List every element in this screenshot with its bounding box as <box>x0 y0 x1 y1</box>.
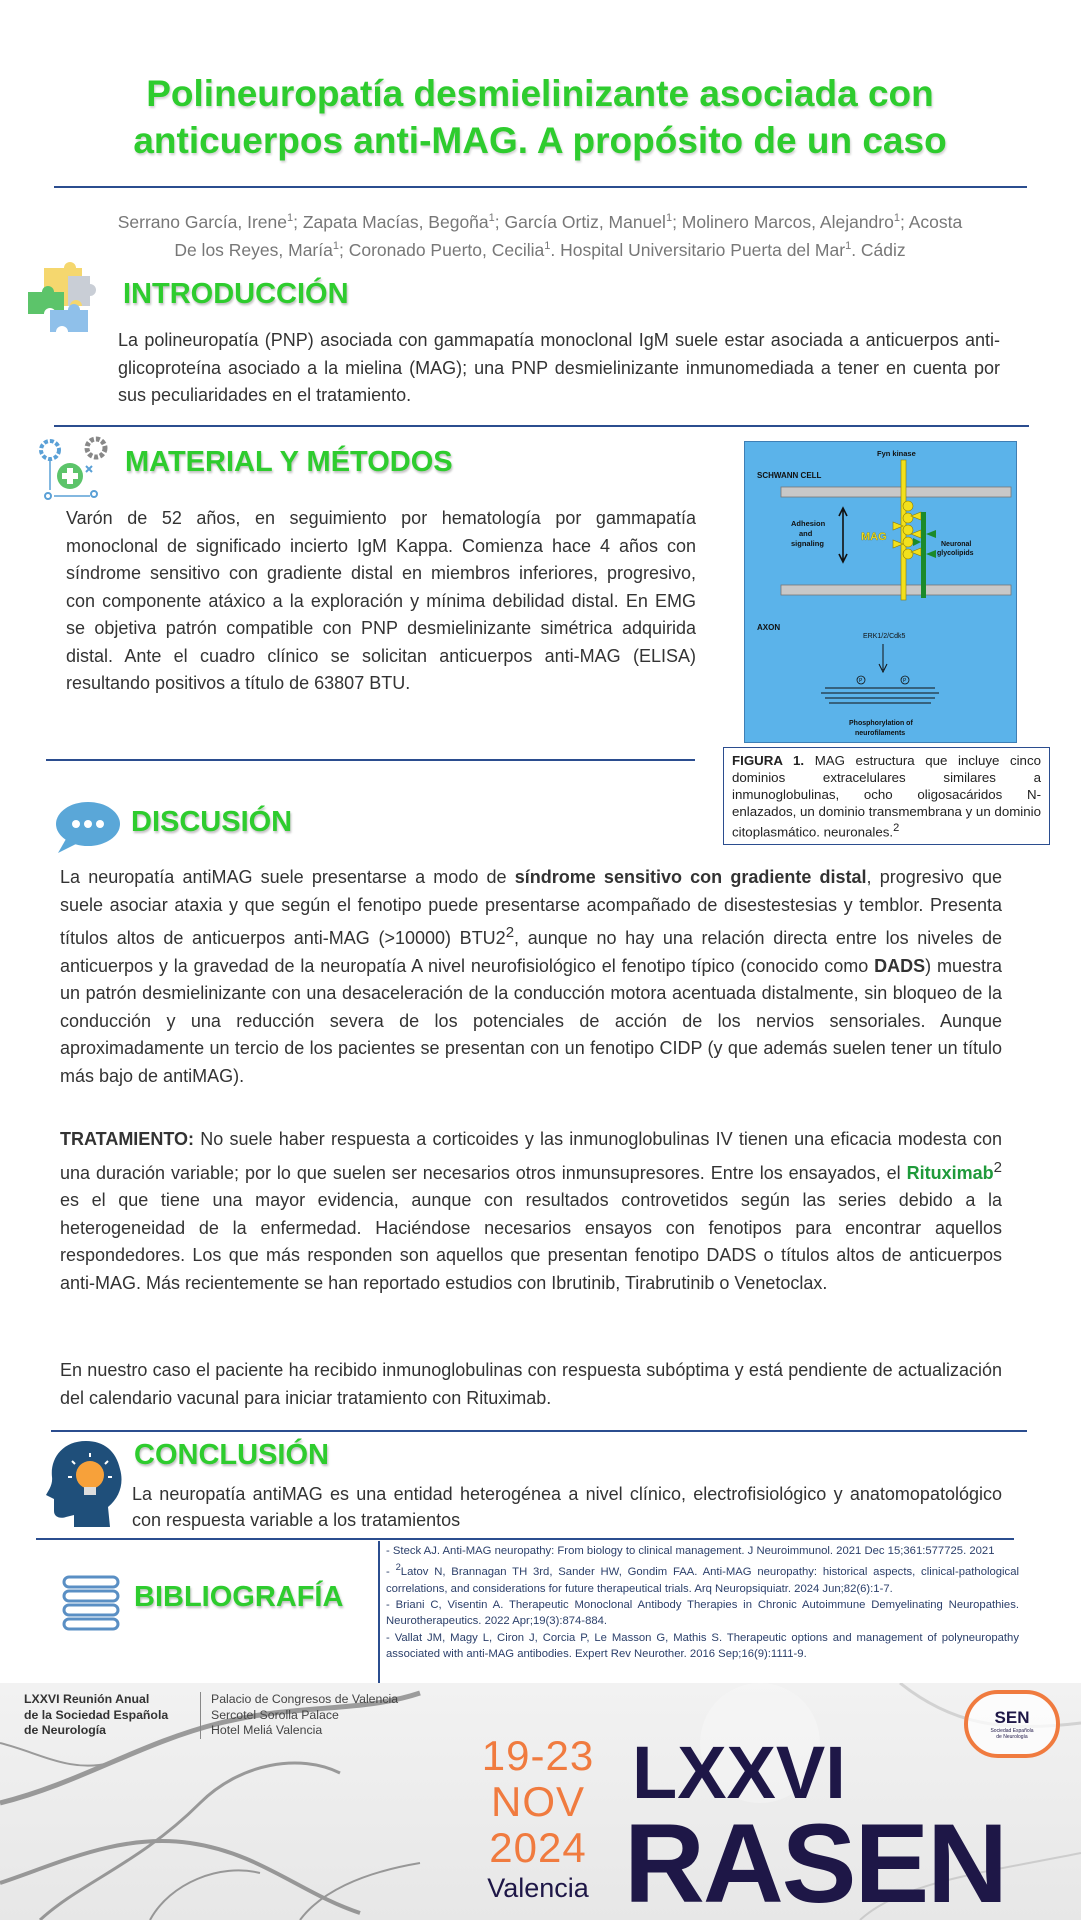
date-range: 19-23 <box>481 1732 595 1779</box>
methods-heading: MATERIAL Y MÉTODOS <box>125 446 453 478</box>
discussion-heading: DISCUSIÓN <box>131 806 293 838</box>
intro-text: La polineuropatía (PNP) asociada con gammapatía monoclonal IgM suele estar asociada a anticuerpos anti-glicoproteína asociado a la mielina (MAG); una PNP desmielinizante inmunomediada a tener en cuenta por sus peculiaridades en el tratamiento. <box>118 330 1000 405</box>
fig-label-neuronal-1: Neuronal <box>941 541 972 548</box>
meeting-line-2: de la Sociedad Española <box>24 1707 169 1722</box>
fig-label-mag: MAG <box>861 531 887 543</box>
bibliography-item: - Steck AJ. Anti-MAG neuropathy: From biology to clinical management. J Neuroimmunol. 2021 Dec 15;361:577725. 2021 <box>386 1545 995 1557</box>
puzzle-icon <box>24 262 112 344</box>
books-icon <box>60 1571 122 1631</box>
intro-heading: INTRODUCCIÓN <box>123 278 349 310</box>
bibliography-list <box>378 1541 1023 1687</box>
fig-label-adhesion-1: Adhesion <box>791 519 826 528</box>
fig-label-erk: ERK1/2/Cdk5 <box>863 633 906 640</box>
sen-logo-text: SEN <box>994 1708 1030 1727</box>
head-lightbulb-icon <box>44 1437 126 1529</box>
bibliography-item: - Briani C, Visentin A. Therapeutic Monoclonal Antibody Therapies in Chronic Autoimmune Demyelinating Neuropathies. Neurotherapeutics. 2022 Apr;19(3):874-884. <box>386 1598 1019 1628</box>
discussion-paragraph-1: La neuropatía antiMAG suele presentarse a modo de síndrome sensitivo con gradiente distal, progresivo que suele asociar ataxia y que según el fenotipo puede presentarse acompañado de disestestesias y temblor. Presenta títulos altos de anticuerpos anti-MAG (>10000) $BTU2^2$, aunque no hay una relación directa entre los niveles de anticuerpos y la gravedad de la neuropatía A nivel neurofisiológico el fenotipo típico (conocido como DADS) muestra un patrón desmielinizante con una desaceleración de la conducción motora acentuada distalmente, sin bloqueo de la conducción y una reducción severa de los potenciales de acción de los nervios sensoriales. Aunque aproximadamente un tercio de los pacientes se presentan con un fenotipo CIDP (y que además suelen tener un título más bajo de antiMAG). <box>60 867 1002 1086</box>
figure-caption <box>723 747 1050 845</box>
bibliography-item: - Vallat JM, Magy L, Ciron J, Corcia P, Le Masson G, Mathis S. Therapeutic options and management of polyneuropathy associated with anti-MAG antibodies. Expert Rev Neurother. 2016 Sep;16(9):1111-9. <box>386 1631 1019 1661</box>
poster-title <box>40 70 1040 164</box>
date-month: NOV <box>490 1778 585 1825</box>
sen-logo-sub-2: de Neurología <box>996 1734 1028 1740</box>
date-year: 2024 <box>489 1824 587 1871</box>
fig-label-adhesion-2: and <box>799 529 813 538</box>
fig-label-phos-2: neurofilaments <box>855 730 906 737</box>
title-line-1: Polineuropatía desmielinizante asociada con <box>146 73 934 114</box>
meeting-line-3: de Neurología <box>24 1723 106 1737</box>
conclusion-text: La neuropatía antiMAG es una entidad heterogénea a nivel clínico, electrofisiológico y anatomopatológico con respuesta variable a los tratamientos <box>132 1484 1002 1530</box>
fig-label-phos-1: Phosphorylation of <box>849 720 913 727</box>
bibliography-item: - $^2$Latov N, Brannagan TH 3rd, Sander HW, Gondim FAA. Anti-MAG neuropathy: historical aspects, clinical-pathological correlations, and considerations for future therapeutical trials. Arq Neuropsiquiatr. 2024 Jun;82(6):1-7. <box>386 1561 1020 1595</box>
venue-line-1: Palacio de Congresos de Valencia <box>211 1692 399 1706</box>
fig-label-neuronal-2: glycolipids <box>937 550 974 557</box>
venue-line-3: Hotel Meliá Valencia <box>211 1723 323 1737</box>
discussion-rule <box>51 1430 1027 1432</box>
authors-block <box>60 206 1020 262</box>
fig-label-p1: P <box>859 678 863 684</box>
authors-line-2: De los Reyes, María$^1$; Coronado Puerto, Cecilia$^1$. Hospital Universitario Puerta del Mar$^1$. Cádiz <box>174 239 906 260</box>
discussion-paragraph-2: TRATAMIENTO: No suele haber respuesta a corticoides y las inmunoglobulinas IV tienen una eficacia modesta con una duración variable; por lo que suelen ser necesarios otros inmunsupresores. Entre los ensayados, el Rituximab$^2$ es el que tiene una mayor evidencia, aunque con resultados controvetidos según las series debido a la heterogeneidad de la enfermedad. Haciéndose necesarios ensayos con fenotipos para encontrar aquellos respondedores. Los que más responden son aquellos que presentan fenotipo DADS o títulos altos de anticuerpos anti-MAG. Más recientemente se han reportado estudios con Ibrutinib, Tirabrutinib o Venetoclax. <box>60 1129 1002 1293</box>
meeting-name <box>24 1692 168 1739</box>
event-city: Valencia <box>487 1873 589 1903</box>
caption-label: FIGURA 1. <box>732 753 805 768</box>
conclusion-rule <box>36 1538 1014 1540</box>
event-dates <box>478 1733 598 1905</box>
event-name: RASEN <box>624 1801 1007 1920</box>
sen-logo-sub-1: Sociedad Española <box>990 1728 1034 1734</box>
venue-list <box>200 1692 398 1739</box>
fig-label-adhesion-3: signaling <box>791 539 824 548</box>
methods-text: Varón de 52 años, en seguimiento por hematología por gammapatía monoclonal de significado incierto IgM Kappa. Comienza hace 4 años con síndrome sensitivo con gradiente distal en miembros inferiores, progresivo, con componente atáxico a la exploración y mínima debilidad distal. En EMG se objetiva patrón compatible con PNP desmielinizante simétrica adquirida distal. Ante el cuadro clínico se solicitan anticuerpos anti-MAG (ELISA) resultando positivos a título de 63807 BTU. <box>66 508 696 693</box>
fig-label-schwann: SCHWANN CELL <box>757 471 822 480</box>
methods-rule <box>46 759 695 761</box>
title-line-2: anticuerpos anti-MAG. A propósito de un caso <box>133 120 947 161</box>
venue-line-2: Sercotel Sorolla Palace <box>211 1707 339 1722</box>
caption-text: MAG estructura que incluye cinco dominios extracelulares similares a inmunoglobulinas, ocho oligosacáridos N-enlazados, un dominio transmembrana y un dominio citoplasmático. neuronales. <box>732 753 1042 840</box>
sen-logo <box>964 1690 1060 1758</box>
gears-medical-icon <box>36 436 112 504</box>
authors-line-1: Serrano García, Irene$^1$; Zapata Macías, Begoña$^1$; García Ortiz, Manuel$^1$; Molinero Marcos, Alejandro$^1$; Acosta <box>117 211 963 232</box>
discussion-paragraph-3: En nuestro caso el paciente ha recibido inmunoglobulinas con respuesta subóptima y está pendiente de actualización del calendario vacunal para iniciar tratamiento con Rituximab. <box>60 1360 1002 1408</box>
edition-number: LXXVI <box>632 1731 846 1814</box>
fig-label-p2: P <box>903 678 907 684</box>
caption-sup: 2 <box>893 822 900 834</box>
speech-bubble-icon <box>52 797 122 855</box>
fig-label-axon: AXON <box>757 623 781 632</box>
title-rule <box>54 186 1027 188</box>
fig-label-fyn: Fyn kinase <box>877 449 916 458</box>
mag-figure <box>744 441 1017 743</box>
bibliography-heading: BIBLIOGRAFÍA <box>134 1581 344 1613</box>
meeting-line-1: LXXVI Reunión Anual <box>24 1692 150 1706</box>
mag-diagram <box>745 442 1018 744</box>
conclusion-heading: CONCLUSIÓN <box>134 1439 329 1471</box>
intro-rule <box>54 425 1029 427</box>
